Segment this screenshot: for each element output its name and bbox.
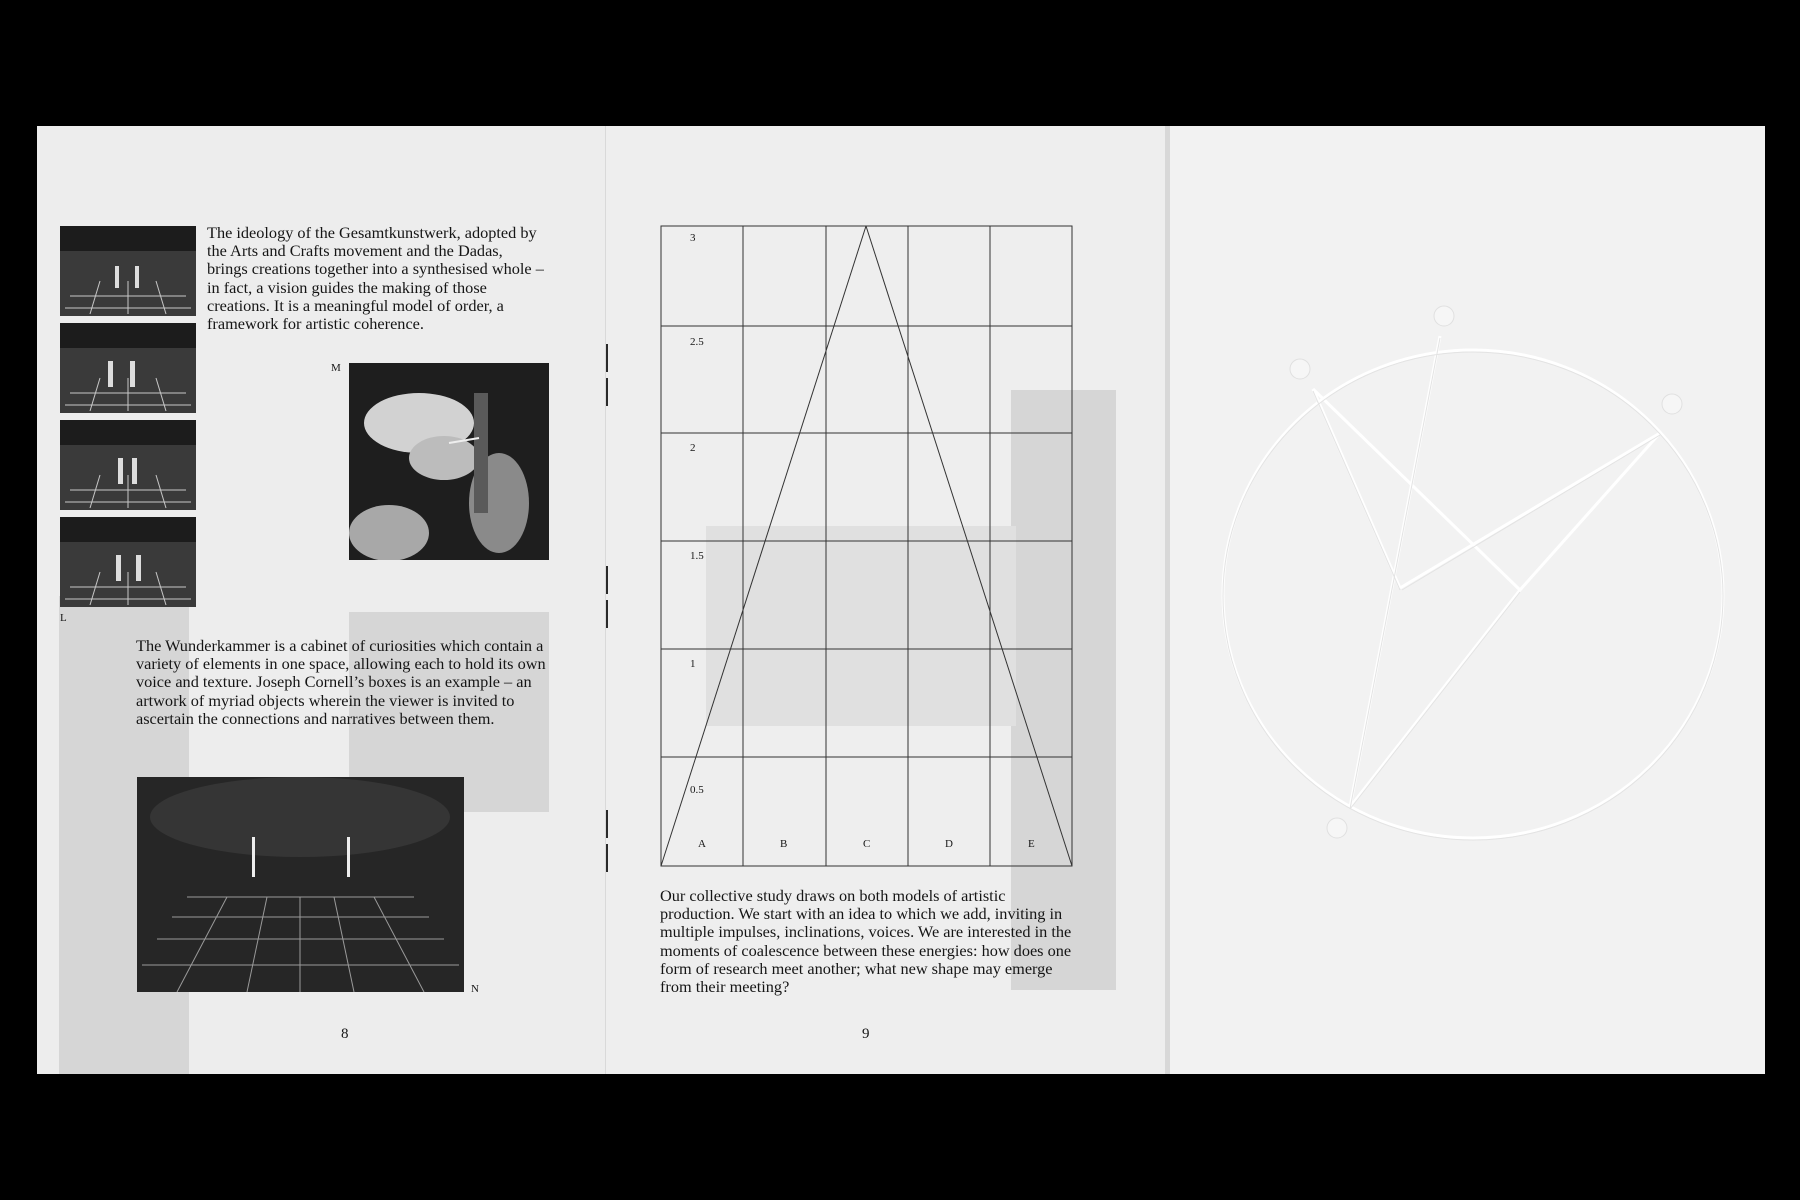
- stage-photo-2: [60, 323, 196, 413]
- y-label-1-5: 1.5: [690, 550, 704, 562]
- page-number: 9: [862, 1026, 870, 1042]
- hands-photo: [349, 363, 549, 560]
- page-number: 8: [341, 1026, 349, 1042]
- y-label-1: 1: [690, 658, 696, 670]
- x-label-e: E: [1028, 838, 1035, 850]
- x-label-b: B: [780, 838, 788, 850]
- wunderkammer-paragraph: The Wunderkammer is a cabinet of curiosities which contain a variety of elements in one space, allowing each to hold its own voice and texture. Joseph Cornell’s boxes is an example – an artwork of myriad objects wherein the viewer is invited to ascertain the connections and narratives between them.: [136, 636, 546, 728]
- right-page: [605, 126, 1166, 1074]
- y-label-2: 2: [690, 442, 696, 454]
- y-label-0-5: 0.5: [690, 784, 704, 796]
- embossed-sheet: [1165, 126, 1765, 1074]
- stage-photo-1: [60, 226, 196, 316]
- stage-photo-4: [60, 517, 196, 607]
- left-page: [37, 126, 605, 1074]
- x-label-a: A: [698, 838, 706, 850]
- gesamtkunstwerk-paragraph: The ideology of the Gesamtkunstwerk, adopted by the Arts and Crafts movement and the Dadas, brings creations together into a synthesised whole – in fact, a vision guides the making of those creations. It is a meaningful model of order, a framework for artistic coherence.: [207, 223, 544, 334]
- y-label-3: 3: [690, 232, 696, 244]
- x-label-c: C: [863, 838, 871, 850]
- y-label-2-5: 2.5: [690, 336, 704, 348]
- label-l: L: [60, 612, 67, 624]
- stage-wide-photo: [137, 777, 464, 992]
- stage-photo-3: [60, 420, 196, 510]
- label-m: M: [331, 362, 341, 374]
- label-n: N: [471, 983, 479, 995]
- x-label-d: D: [945, 838, 953, 850]
- collective-study-paragraph: Our collective study draws on both models of artistic production. We start with an idea to which we add, inviting in multiple impulses, inclinations, voices. We are interested in the moments of coalescence between these energies: how does one form of research meet another; what new shape may emerge from their meeting?: [660, 886, 1072, 997]
- embossed-figure: [1170, 126, 1765, 1074]
